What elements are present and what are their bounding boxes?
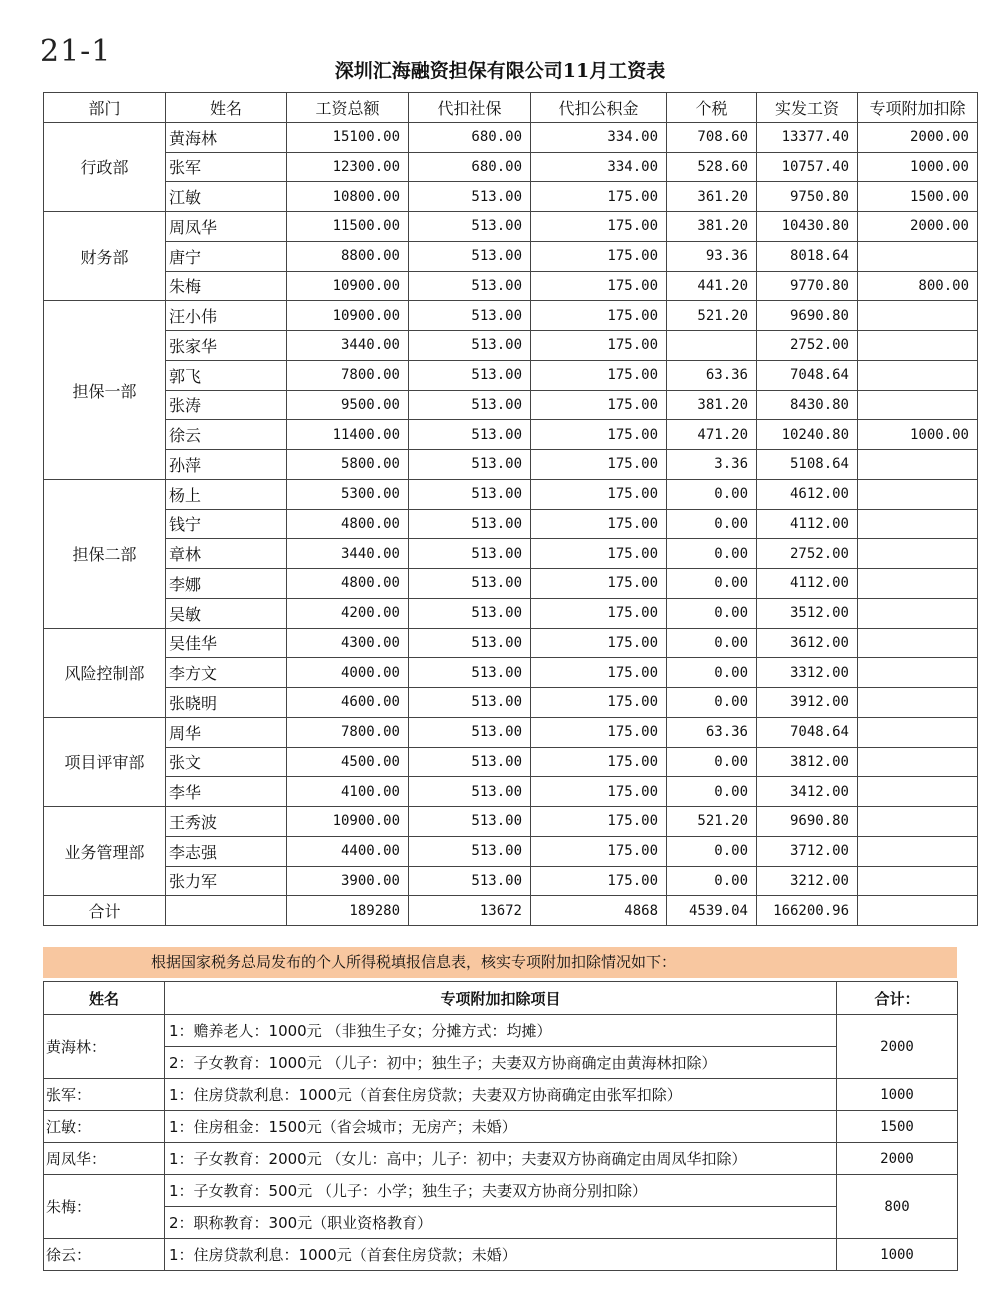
- fund-cell: 175.00: [531, 390, 667, 420]
- fund-cell: 175.00: [531, 450, 667, 480]
- special-cell: [858, 301, 978, 331]
- fund-cell: 175.00: [531, 360, 667, 390]
- fund-cell: 175.00: [531, 539, 667, 569]
- special-cell: 1000.00: [858, 420, 978, 450]
- tax-cell: 708.60: [667, 122, 757, 152]
- table-row: [44, 301, 978, 331]
- gross-cell: 4500.00: [287, 747, 409, 777]
- deduction-item: 1：子女教育：2000元 （女儿：高中；儿子：初中；夫妻双方协商确定由周凤华扣除）: [165, 1143, 837, 1175]
- social-cell: 513.00: [409, 450, 531, 480]
- net-cell: 3312.00: [757, 658, 858, 688]
- table-row: [44, 598, 978, 628]
- dept-cell: 业务管理部: [44, 807, 166, 896]
- name-cell: 唐宁: [166, 241, 287, 271]
- name-cell: 张军: [166, 152, 287, 182]
- net-cell: 2752.00: [757, 331, 858, 361]
- gross-cell: 4400.00: [287, 836, 409, 866]
- name-cell: 李华: [166, 777, 287, 807]
- person-name: 黄海林：: [44, 1015, 165, 1079]
- salary-header-row: [44, 93, 978, 123]
- deduction-total: 2000: [837, 1015, 958, 1079]
- tax-cell: 3.36: [667, 450, 757, 480]
- header-name: 姓名: [166, 93, 287, 123]
- deduction-total: 2000: [837, 1143, 958, 1175]
- fund-cell: 175.00: [531, 420, 667, 450]
- social-cell: 513.00: [409, 628, 531, 658]
- tax-cell: 0.00: [667, 777, 757, 807]
- tax-cell: 0.00: [667, 688, 757, 718]
- person-name: 朱梅：: [44, 1175, 165, 1239]
- gross-cell: 4100.00: [287, 777, 409, 807]
- tax-cell: 63.36: [667, 717, 757, 747]
- social-cell: 513.00: [409, 717, 531, 747]
- gross-cell: 12300.00: [287, 152, 409, 182]
- name-cell: 黄海林: [166, 122, 287, 152]
- table-row: [44, 152, 978, 182]
- person-name: 徐云：: [44, 1239, 165, 1271]
- net-cell: 13377.40: [757, 122, 858, 152]
- table-row: [44, 509, 978, 539]
- gross-cell: 5800.00: [287, 450, 409, 480]
- name-cell: 李方文: [166, 658, 287, 688]
- special-cell: [858, 360, 978, 390]
- gross-cell: 3440.00: [287, 331, 409, 361]
- name-cell: 郭飞: [166, 360, 287, 390]
- special-cell: 2000.00: [858, 122, 978, 152]
- tax-cell: 381.20: [667, 212, 757, 242]
- gross-cell: 4200.00: [287, 598, 409, 628]
- social-cell: 513.00: [409, 807, 531, 837]
- fund-cell: 175.00: [531, 747, 667, 777]
- deduction-row: [44, 1047, 958, 1079]
- tax-cell: 521.20: [667, 807, 757, 837]
- tax-cell: 381.20: [667, 390, 757, 420]
- net-cell: 3412.00: [757, 777, 858, 807]
- salary-table: [43, 92, 978, 926]
- deduction-row: [44, 1207, 958, 1239]
- net-cell: 9690.80: [757, 301, 858, 331]
- special-cell: [858, 598, 978, 628]
- total-cell: 合计: [44, 896, 166, 926]
- special-cell: [858, 331, 978, 361]
- gross-cell: 10900.00: [287, 807, 409, 837]
- gross-cell: 8800.00: [287, 241, 409, 271]
- net-cell: 3712.00: [757, 836, 858, 866]
- social-cell: 513.00: [409, 777, 531, 807]
- gross-cell: 4800.00: [287, 569, 409, 599]
- deduction-item: 1：住房贷款利息：1000元（首套住房贷款；未婚）: [165, 1239, 837, 1271]
- table-row: [44, 628, 978, 658]
- table-row: [44, 539, 978, 569]
- net-cell: 3212.00: [757, 866, 858, 896]
- net-cell: 5108.64: [757, 450, 858, 480]
- tax-cell: [667, 331, 757, 361]
- total-cell: [166, 896, 287, 926]
- total-cell: 4539.04: [667, 896, 757, 926]
- table-row: [44, 717, 978, 747]
- fund-cell: 175.00: [531, 836, 667, 866]
- deduction-notice: 根据国家税务总局发布的个人所得税填报信息表，核实专项附加扣除情况如下：: [43, 947, 957, 978]
- gross-cell: 10800.00: [287, 182, 409, 212]
- fund-cell: 175.00: [531, 212, 667, 242]
- page-number: 21-1: [40, 34, 112, 69]
- table-row: [44, 479, 978, 509]
- tax-cell: 441.20: [667, 271, 757, 301]
- net-cell: 3812.00: [757, 747, 858, 777]
- deduction-row: [44, 1111, 958, 1143]
- tax-cell: 63.36: [667, 360, 757, 390]
- header-net: 实发工资: [757, 93, 858, 123]
- net-cell: 4612.00: [757, 479, 858, 509]
- table-row: [44, 450, 978, 480]
- net-cell: 10757.40: [757, 152, 858, 182]
- net-cell: 9750.80: [757, 182, 858, 212]
- gross-cell: 3440.00: [287, 539, 409, 569]
- name-cell: 汪小伟: [166, 301, 287, 331]
- net-cell: 8018.64: [757, 241, 858, 271]
- net-cell: 10240.80: [757, 420, 858, 450]
- fund-cell: 175.00: [531, 598, 667, 628]
- name-cell: 王秀波: [166, 807, 287, 837]
- fund-cell: 175.00: [531, 479, 667, 509]
- total-row: [44, 896, 978, 926]
- special-cell: [858, 866, 978, 896]
- net-cell: 8430.80: [757, 390, 858, 420]
- net-cell: 3612.00: [757, 628, 858, 658]
- name-cell: 周华: [166, 717, 287, 747]
- net-cell: 7048.64: [757, 717, 858, 747]
- special-cell: [858, 509, 978, 539]
- social-cell: 513.00: [409, 420, 531, 450]
- gross-cell: 7800.00: [287, 717, 409, 747]
- fund-cell: 175.00: [531, 658, 667, 688]
- header-tax: 个税: [667, 93, 757, 123]
- social-cell: 513.00: [409, 509, 531, 539]
- name-cell: 周凤华: [166, 212, 287, 242]
- gross-cell: 15100.00: [287, 122, 409, 152]
- name-cell: 徐云: [166, 420, 287, 450]
- deduction-item: 1：赡养老人：1000元 （非独生子女；分摊方式：均摊）: [165, 1015, 837, 1047]
- header-social: 代扣社保: [409, 93, 531, 123]
- fund-cell: 175.00: [531, 688, 667, 718]
- person-name: 张军：: [44, 1079, 165, 1111]
- header-fund: 代扣公积金: [531, 93, 667, 123]
- special-cell: [858, 777, 978, 807]
- net-cell: 9770.80: [757, 271, 858, 301]
- header-special: 专项附加扣除: [858, 93, 978, 123]
- tax-cell: 0.00: [667, 598, 757, 628]
- social-cell: 513.00: [409, 658, 531, 688]
- social-cell: 513.00: [409, 836, 531, 866]
- table-row: [44, 777, 978, 807]
- deduction-row: [44, 1079, 958, 1111]
- tax-cell: 0.00: [667, 509, 757, 539]
- person-name: 周凤华：: [44, 1143, 165, 1175]
- page-title: 深圳汇海融资担保有限公司11月工资表: [334, 60, 666, 82]
- tax-cell: 0.00: [667, 539, 757, 569]
- social-cell: 513.00: [409, 688, 531, 718]
- table-row: [44, 836, 978, 866]
- name-cell: 张涛: [166, 390, 287, 420]
- gross-cell: 5300.00: [287, 479, 409, 509]
- net-cell: 9690.80: [757, 807, 858, 837]
- social-cell: 513.00: [409, 747, 531, 777]
- name-cell: 孙萍: [166, 450, 287, 480]
- social-cell: 513.00: [409, 212, 531, 242]
- total-cell: 4868: [531, 896, 667, 926]
- name-cell: 章林: [166, 539, 287, 569]
- social-cell: 680.00: [409, 122, 531, 152]
- deduction-total: 1000: [837, 1079, 958, 1111]
- social-cell: 513.00: [409, 598, 531, 628]
- tax-cell: 471.20: [667, 420, 757, 450]
- deduction-table: [43, 981, 958, 1271]
- fund-cell: 175.00: [531, 241, 667, 271]
- deduction-row: [44, 1239, 958, 1271]
- tax-cell: 0.00: [667, 866, 757, 896]
- table-row: [44, 241, 978, 271]
- social-cell: 513.00: [409, 569, 531, 599]
- deduction-row: [44, 1015, 958, 1047]
- table-row: [44, 390, 978, 420]
- special-cell: [858, 390, 978, 420]
- name-cell: 吴敏: [166, 598, 287, 628]
- gross-cell: 4800.00: [287, 509, 409, 539]
- deduction-header-items: 专项附加扣除项目: [165, 982, 837, 1015]
- name-cell: 朱梅: [166, 271, 287, 301]
- table-row: [44, 688, 978, 718]
- table-row: [44, 182, 978, 212]
- fund-cell: 175.00: [531, 569, 667, 599]
- gross-cell: 4300.00: [287, 628, 409, 658]
- dept-cell: 项目评审部: [44, 717, 166, 806]
- social-cell: 513.00: [409, 182, 531, 212]
- deduction-header-total: 合计：: [837, 982, 958, 1015]
- special-cell: [858, 717, 978, 747]
- special-cell: 800.00: [858, 271, 978, 301]
- table-row: [44, 658, 978, 688]
- table-row: [44, 420, 978, 450]
- table-row: [44, 360, 978, 390]
- dept-cell: 担保一部: [44, 301, 166, 480]
- tax-cell: 521.20: [667, 301, 757, 331]
- tax-cell: 0.00: [667, 747, 757, 777]
- special-cell: 1000.00: [858, 152, 978, 182]
- table-row: [44, 807, 978, 837]
- gross-cell: 10900.00: [287, 301, 409, 331]
- dept-cell: 担保二部: [44, 479, 166, 628]
- fund-cell: 175.00: [531, 628, 667, 658]
- special-cell: [858, 688, 978, 718]
- special-cell: 1500.00: [858, 182, 978, 212]
- name-cell: 钱宁: [166, 509, 287, 539]
- dept-cell: 财务部: [44, 212, 166, 301]
- social-cell: 513.00: [409, 390, 531, 420]
- table-row: [44, 212, 978, 242]
- table-row: [44, 331, 978, 361]
- tax-cell: 0.00: [667, 569, 757, 599]
- name-cell: 吴佳华: [166, 628, 287, 658]
- gross-cell: 7800.00: [287, 360, 409, 390]
- gross-cell: 9500.00: [287, 390, 409, 420]
- special-cell: [858, 628, 978, 658]
- name-cell: 江敏: [166, 182, 287, 212]
- tax-cell: 0.00: [667, 479, 757, 509]
- deduction-item: 2：子女教育：1000元 （儿子：初中；独生子；夫妻双方协商确定由黄海林扣除）: [165, 1047, 837, 1079]
- net-cell: 3912.00: [757, 688, 858, 718]
- fund-cell: 175.00: [531, 866, 667, 896]
- total-cell: 13672: [409, 896, 531, 926]
- tax-cell: 0.00: [667, 836, 757, 866]
- deduction-row: [44, 1143, 958, 1175]
- gross-cell: 3900.00: [287, 866, 409, 896]
- table-row: [44, 569, 978, 599]
- fund-cell: 175.00: [531, 301, 667, 331]
- total-cell: [858, 896, 978, 926]
- fund-cell: 175.00: [531, 271, 667, 301]
- social-cell: 513.00: [409, 360, 531, 390]
- social-cell: 513.00: [409, 241, 531, 271]
- name-cell: 张家华: [166, 331, 287, 361]
- deduction-header-row: [44, 982, 958, 1015]
- fund-cell: 175.00: [531, 182, 667, 212]
- name-cell: 李志强: [166, 836, 287, 866]
- tax-cell: 0.00: [667, 658, 757, 688]
- special-cell: [858, 747, 978, 777]
- special-cell: [858, 539, 978, 569]
- gross-cell: 11500.00: [287, 212, 409, 242]
- net-cell: 7048.64: [757, 360, 858, 390]
- social-cell: 513.00: [409, 271, 531, 301]
- net-cell: 4112.00: [757, 509, 858, 539]
- table-row: [44, 122, 978, 152]
- table-row: [44, 747, 978, 777]
- header-gross: 工资总额: [287, 93, 409, 123]
- gross-cell: 4600.00: [287, 688, 409, 718]
- tax-cell: 361.20: [667, 182, 757, 212]
- social-cell: 513.00: [409, 331, 531, 361]
- deduction-total: 1000: [837, 1239, 958, 1271]
- gross-cell: 10900.00: [287, 271, 409, 301]
- name-cell: 杨上: [166, 479, 287, 509]
- social-cell: 513.00: [409, 539, 531, 569]
- special-cell: [858, 569, 978, 599]
- special-cell: [858, 836, 978, 866]
- deduction-item: 1：住房贷款利息：1000元（首套住房贷款；夫妻双方协商确定由张军扣除）: [165, 1079, 837, 1111]
- special-cell: [858, 658, 978, 688]
- fund-cell: 175.00: [531, 509, 667, 539]
- special-cell: [858, 241, 978, 271]
- tax-cell: 528.60: [667, 152, 757, 182]
- table-row: [44, 866, 978, 896]
- social-cell: 513.00: [409, 479, 531, 509]
- fund-cell: 334.00: [531, 122, 667, 152]
- total-cell: 189280: [287, 896, 409, 926]
- deduction-total: 1500: [837, 1111, 958, 1143]
- gross-cell: 4000.00: [287, 658, 409, 688]
- table-row: [44, 271, 978, 301]
- name-cell: 张晓明: [166, 688, 287, 718]
- fund-cell: 175.00: [531, 777, 667, 807]
- social-cell: 680.00: [409, 152, 531, 182]
- special-cell: 2000.00: [858, 212, 978, 242]
- special-cell: [858, 450, 978, 480]
- gross-cell: 11400.00: [287, 420, 409, 450]
- special-cell: [858, 479, 978, 509]
- tax-cell: 0.00: [667, 628, 757, 658]
- header-dept: 部门: [44, 93, 166, 123]
- name-cell: 张文: [166, 747, 287, 777]
- deduction-item: 1：住房租金：1500元（省会城市；无房产；未婚）: [165, 1111, 837, 1143]
- fund-cell: 175.00: [531, 717, 667, 747]
- deduction-item: 1：子女教育：500元 （儿子：小学；独生子；夫妻双方协商分别扣除）: [165, 1175, 837, 1207]
- person-name: 江敏：: [44, 1111, 165, 1143]
- name-cell: 张力军: [166, 866, 287, 896]
- social-cell: 513.00: [409, 866, 531, 896]
- dept-cell: 风险控制部: [44, 628, 166, 717]
- total-cell: 166200.96: [757, 896, 858, 926]
- deduction-header-name: 姓名: [44, 982, 165, 1015]
- name-cell: 李娜: [166, 569, 287, 599]
- deduction-item: 2：职称教育：300元（职业资格教育）: [165, 1207, 837, 1239]
- fund-cell: 334.00: [531, 152, 667, 182]
- tax-cell: 93.36: [667, 241, 757, 271]
- fund-cell: 175.00: [531, 331, 667, 361]
- deduction-row: [44, 1175, 958, 1207]
- net-cell: 4112.00: [757, 569, 858, 599]
- social-cell: 513.00: [409, 301, 531, 331]
- net-cell: 3512.00: [757, 598, 858, 628]
- net-cell: 10430.80: [757, 212, 858, 242]
- net-cell: 2752.00: [757, 539, 858, 569]
- special-cell: [858, 807, 978, 837]
- fund-cell: 175.00: [531, 807, 667, 837]
- deduction-total: 800: [837, 1175, 958, 1239]
- dept-cell: 行政部: [44, 122, 166, 211]
